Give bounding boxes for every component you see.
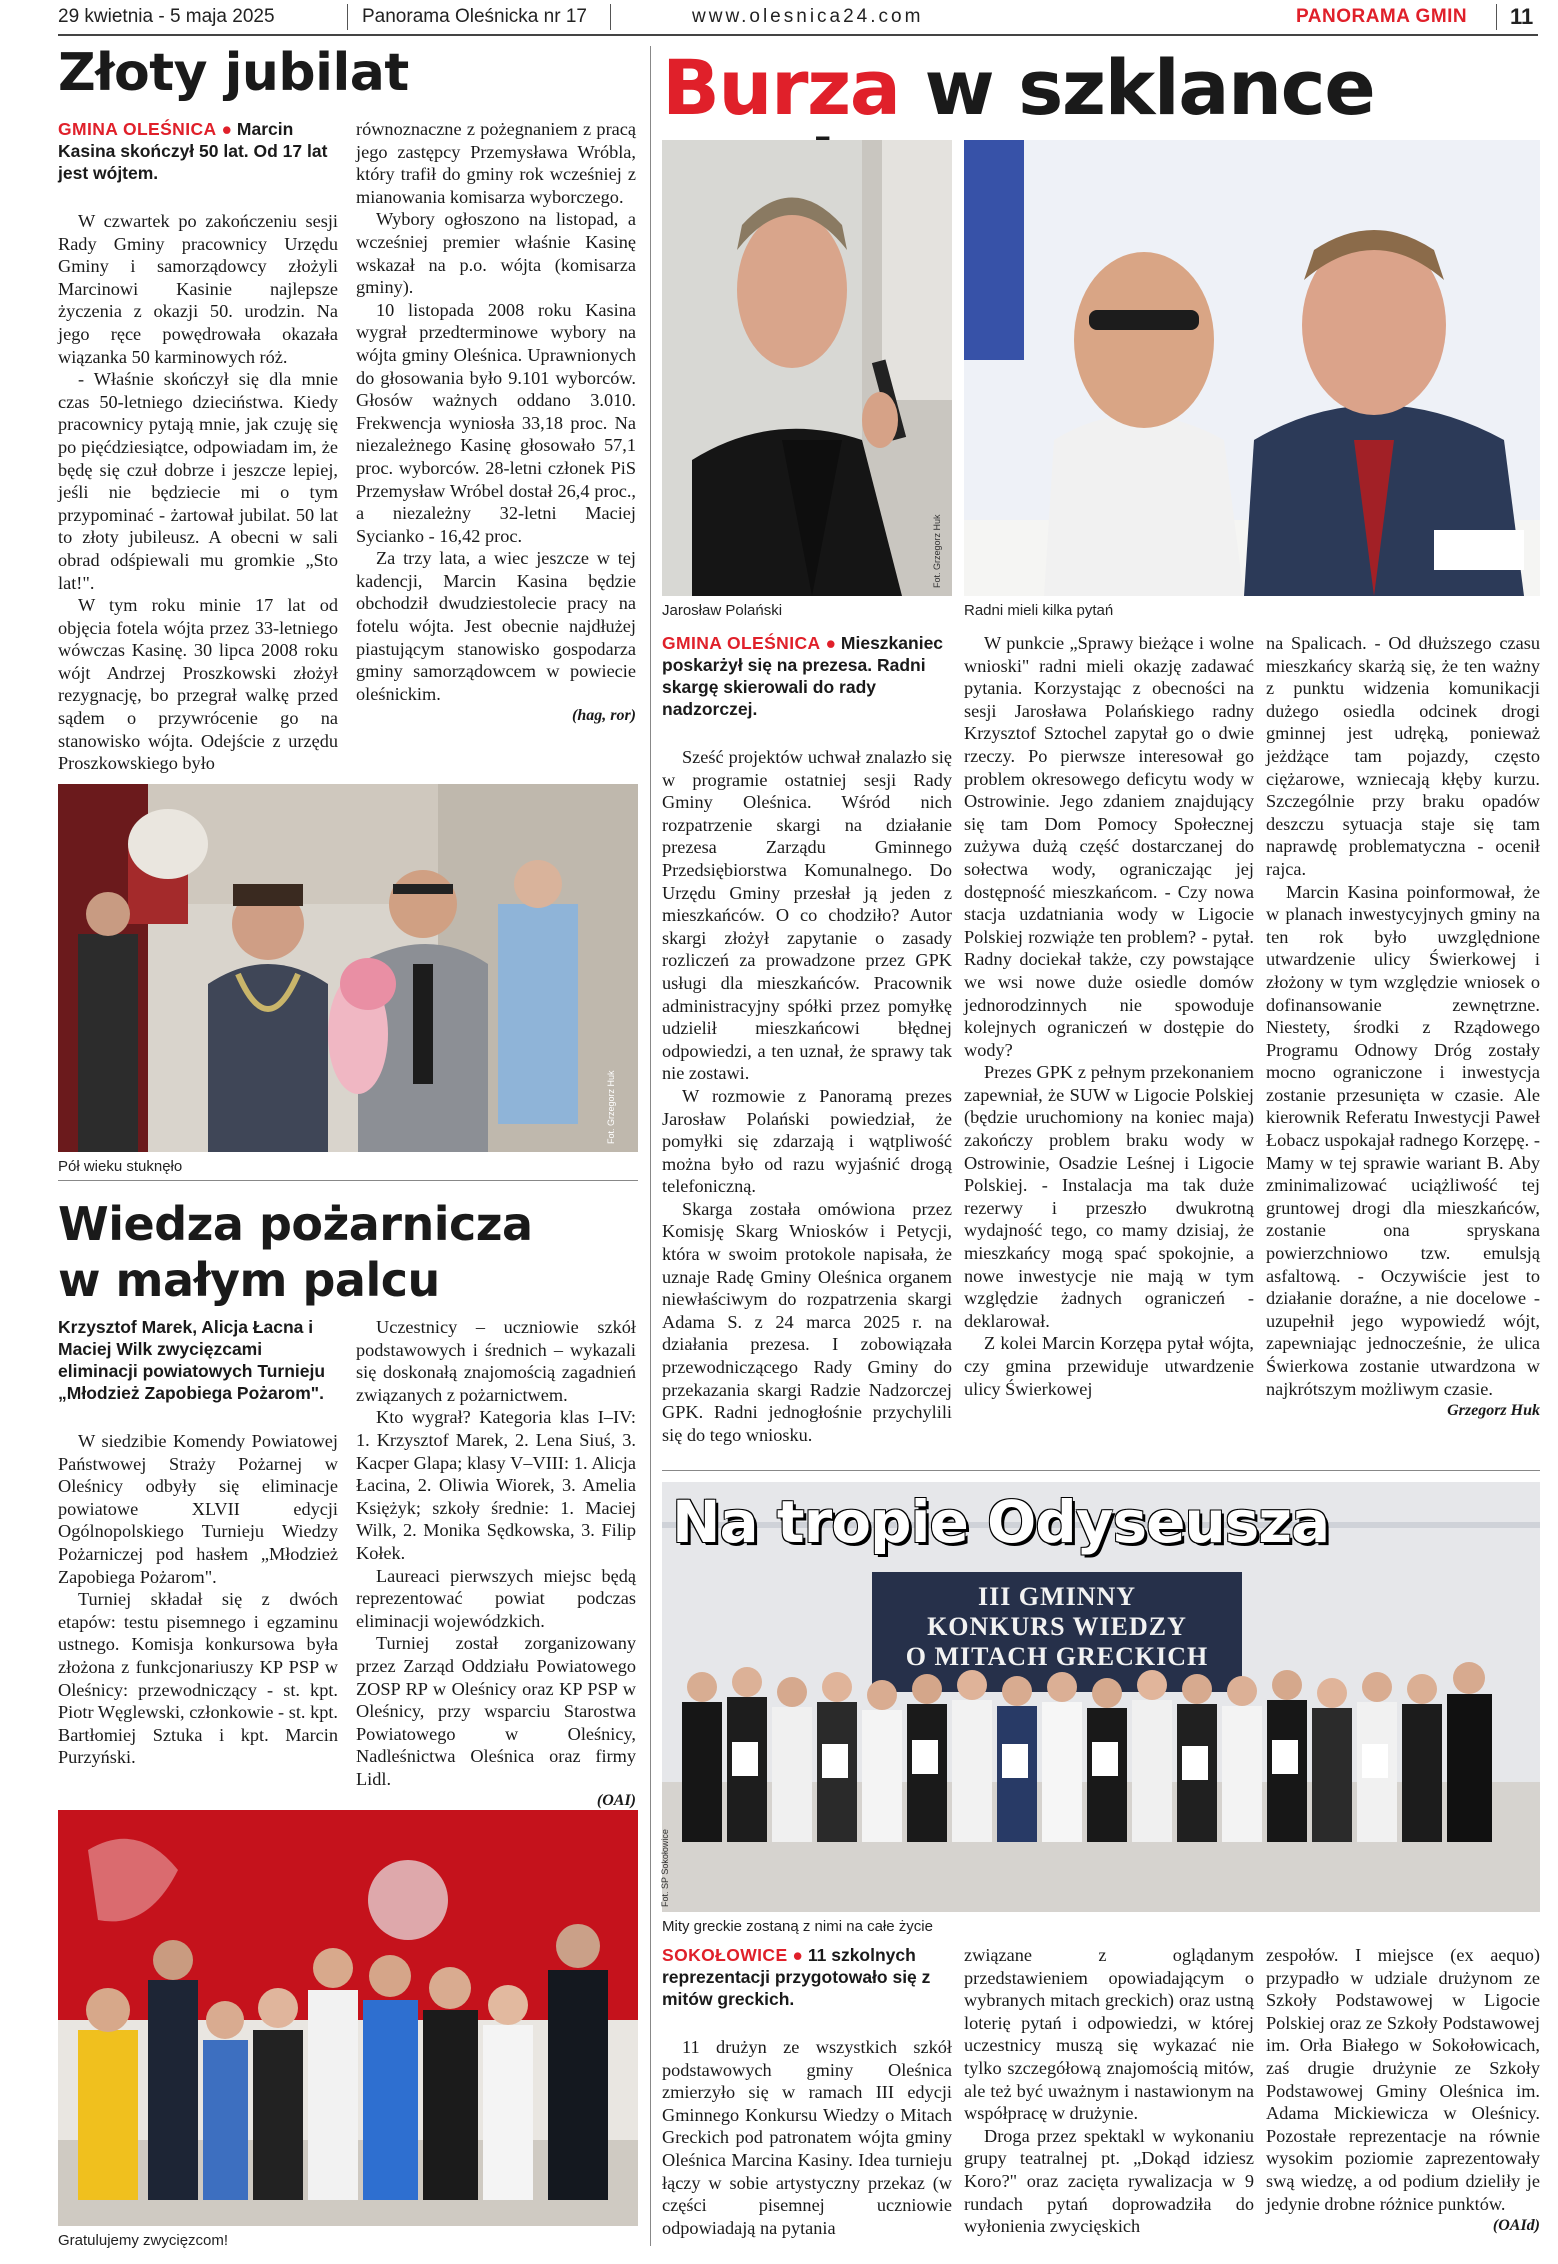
header-divider [610, 4, 611, 30]
photo-radni [964, 140, 1540, 596]
lead-text: Mieszkaniec poskarżył się na prezesa. Radni skargę skierowali do rady nadzorczej. [662, 633, 944, 719]
photo-wiedza-image [58, 1810, 638, 2226]
issue-date: 29 kwietnia - 5 maja 2025 [58, 6, 275, 27]
byline: (OAI) [596, 1792, 636, 1810]
byline: (OAId) [1492, 2217, 1540, 2235]
paragraph: Marcin Kasina poinformował, że w planach inwestycyjnych gminy na ten rok było uwzględnione utwardzenie ulicy Świerkowej i złożony w tym względzie wniosek o dofinansowanie zewnętrzne. Niestety, środki z Rządowego Programu Odnowy Dróg zostały mocno ograniczone i inwestycja zostanie przesunięta w czasie. Ale kierownik Referatu Inwestycji Paweł Łobacz uspokajał radnego Korzępę. - Mamy w tej sprawie wariant B. Aby zminimalizować uciążliwość tej gruntowej drogi dla mieszkańców, zostanie ona spryskana powierzchniowo tzw. emulsją asfaltową. - Oczywiście jest to działanie doraźne, a nie docelowe - uzupełnił jego wypowiedź wójt, zapewniając jednocześnie, że ulica Świerkowa zostanie utwardzona w najkrótszym możliwym czasie. [1266, 881, 1540, 1399]
photo-caption: Mity greckie zostaną z nimi na całe życie [662, 1918, 933, 1935]
article-lead: GMINA OLEŚNICA ● Marcin Kasina skończył 50 lat. Od 17 lat jest wójtem. [58, 119, 328, 183]
article-jubilat-col1 [58, 118, 338, 775]
paragraph: Turniej składał się z dwóch etapów: testu pisemnego i egzaminu ustnego. Komisja konkursowa była złożona z funkcjonariuszy KP PSP w Oleśnicy: przewodniczący - st. kpt. Piotr Węglewski, członkowie - st. kpt. Bartłomiej Sztuka i kpt. Marcin Purzyński. [58, 1589, 338, 1768]
site-url[interactable]: www.olesnica24.com [692, 6, 924, 27]
photo-wiedza [58, 1810, 638, 2226]
section-name: PANORAMA GMIN [1296, 6, 1468, 27]
article-lead: SOKOŁOWICE ● 11 szkolnych reprezentacji przygotowało się z mitów greckich. [662, 1945, 931, 2009]
photo-odyseusz [662, 1482, 1540, 1912]
divider [662, 1470, 1540, 1471]
article-jubilat-col2 [356, 118, 636, 728]
paragraph: Wybory ogłoszono na listopad, a wcześniej premier właśnie Kasinę wskazał na p.o. wójta (komisarza gminy). [356, 209, 636, 298]
paragraph: 10 listopada 2008 roku Kasina wygrał przedterminowe wybory na wójta gminy Oleśnica. Uprawnionych do głosowania było 9.101 wyborców. Głosów ważnych oddano 3.010. Frekwencja wyniosła 33,18 proc. Na niezależnego Kasinę głosowało 57,1 proc. wyborców. 28-letni członek PiS Przemysław Wróbel dostał 26,4 proc., a niezależny 32-letni Maciej Sycianko - 16,42 proc. [356, 299, 636, 546]
paragraph: Laureaci pierwszych miejsc będą reprezentować powiat podczas eliminacji wojewódzkich. [356, 1565, 636, 1631]
photo-polanski-image [662, 140, 952, 596]
paragraph: Prezes GPK z pełnym przekonaniem zapewniał, że SUW w Ligocie Polskiej (będzie uruchomiony na koniec maja) zakończy problem braku wody w Ostrowinie, Osadzie Leśnej i Ligocie Polskiej. - Instalacja ma tak duże rezerwy i przeszło dwukrotną wydajność tego, co mamy dzisiaj, że mieszkańcy mogą spać spokojnie, a nowe inwestycje nie mają w tym względzie żadnych ograniczeń - deklarował. [964, 1062, 1254, 1331]
byline: Grzegorz Huk [1447, 1402, 1540, 1420]
paragraph: - Właśnie skończył się dla mnie czas 50-letniego dzieciństwa. Kiedy pracownicy pytają mnie, jak czuję się po pięćdziesiątce, odpowiadam im, że będę się czuł dobrze i jeszcze lepiej, jeśli nie będziecie mi o tym przypominać - żartował jubilat. 50 lat to złoty jubileusz. A obecni w sali obrad odśpiewali mu gromkie „Sto lat!". [58, 369, 338, 593]
photo-credit: Fot. SP Sokołowice [660, 1829, 670, 1907]
place-tag: GMINA OLEŚNICA [58, 119, 217, 139]
photo-caption: Pół wieku stuknęło [58, 1158, 183, 1175]
page-header [0, 0, 1558, 36]
column-divider [650, 46, 651, 2246]
header-divider [1496, 4, 1497, 30]
title-accent: Burza [662, 43, 900, 132]
paragraph: równoznaczne z pożegnaniem z pracą jego zastępcy Przemysława Wróbla, który trafił do gminy rok wcześniej z mianowania komisarza wyborczego. [356, 119, 636, 207]
paragraph: W punkcie „Sprawy bieżące i wolne wnioski" radni mieli okazję zadawać pytania. Korzystając z obecności na sesji Jarosława Polańskiego radny Krzysztof Sztochel zapytał go o dwie rzeczy. Po pierwsze interesował go problem okresowego deficytu wody w Ostrowinie. Jego zdaniem znajdujący się tam Dom Pomocy Społecznej zużywa dużą część dostarczanej do sołectwa wody, ograniczając jej dostępność mieszkańcom. - Czy nowa stacja uzdatniania wody w Ligocie Polskiej rozwiąże ten problem? - pytał. Radny dociekał także, czy powstające we wsi nowe duże osiedle domów jednorodzinnych nie spowoduje kolejnych ograniczeń w dostępie do wody? [964, 633, 1254, 1060]
article-burza-col2 [964, 632, 1254, 1400]
paragraph: na Spalicach. - Od dłuższego czasu mieszkańcy skarżą się, że ten ważny z punktu widzenia komunikacji dużego osiedla odcinek drogi gminnej jest udręką, ponieważ jeżdżące tam pojazdy, często ciężarowe, wzniecają kłęby kurzu. Szczególnie przy braku opadów deszczu sytuacja staje się tam naprawdę problematyczna - ocenił rajca. [1266, 633, 1540, 879]
banner-title: Na tropie Odyseusza [672, 1488, 1330, 1556]
header-rule [58, 34, 1538, 36]
title-line: Wiedza pożarnicza [58, 1197, 533, 1251]
paragraph: Za trzy lata, a wiec jeszcze w tej kadencji, Marcin Kasina będzie obchodził dwudziestolecie pracy na fotelu wójta. Jest obecnie najdłużej piastującym stanowisko gospodarza gminy samorządowcem w powiecie oleśnickim. [356, 548, 636, 704]
photo-polanski [662, 140, 952, 596]
paragraph: zespołów. I miejsce (ex aequo) przypadło w udziale drużynom ze Szkoły Podstawowej w Ligocie Polskiej oraz ze Szkoły Podstawowej im. Orła Białego w Sokołowicach, zaś drugie drużynie ze Szkoły Podstawowej Gminy Oleśnica im. Adama Mickiewicza w Oleśnicy. Pozostałe reprezentacje na równie wysokim poziomie zaprezentowały swą wiedzę, a od podium dzieliły je jedynie drobne różnice punktów. [1266, 1945, 1540, 2214]
article-odyseusz-col2 [964, 1944, 1254, 2238]
paragraph: Uczestnicy – uczniowie szkół podstawowych i średnich – wykazali się doskonałą znajomością zagadnień związanych z pożarnictwem. [356, 1317, 636, 1405]
issue-number: Panorama Oleśnicka nr 17 [362, 6, 587, 27]
article-burza-col3 [1266, 632, 1540, 1423]
photo-credit: Fot. Grzegorz Huk [606, 1070, 616, 1144]
paragraph: Droga przez spektakl w wykonaniu grupy teatralnej pt. „Dokąd idziesz Koro?" oraz zacięta rywalizacja w 9 rundach pytań doprowadziła do wyłonienia zwycięskich [964, 2125, 1254, 2237]
paragraph: W siedzibie Komendy Powiatowej Państwowej Straży Pożarnej w Oleśnicy odbyły się eliminacje powiatowe XLVII edycji Ogólnopolskiego Turnieju Wiedzy Pożarniczej pod hasłem „Młodzież Zapobiega Pożarom". [58, 1431, 338, 1587]
article-burza-col1 [662, 632, 952, 1446]
photo-radni-image [964, 140, 1540, 596]
paragraph: 11 drużyn ze wszystkich szkół podstawowych gminy Oleśnica zmierzyło się w ramach III edycji Gminnego Konkursu Wiedzy o Mitach Greckich pod patronatem wójta gminy Oleśnica Marcina Kasiny. Idea turnieju łączy w sobie artystyczny przekaz (w części pisemnej uczniowie odpowiadają na pytania [662, 2037, 952, 2238]
place-tag: SOKOŁOWICE [662, 1945, 788, 1965]
divider [58, 1180, 638, 1181]
paragraph: W tym roku minie 17 lat od objęcia fotela wójta przez 33-letniego wówczas Kasinę. 30 lipca 2008 roku wójt Andrzej Proszkowski złożył rezygnację, bo przegrał walkę przed sądem o przywrócenie go na stanowisko wójta. Odejście z urzędu Proszkowskiego było [58, 595, 338, 774]
lead-text: Krzysztof Marek, Alicja Łacna i Maciej Wilk zwycięzcami eliminacji powiatowych Turnieju „Młodzież Zapobiega Pożarom". [58, 1317, 326, 1403]
page-number: 11 [1510, 4, 1534, 29]
paragraph: związane z oglądanym przedstawieniem opowiadającym o wybranych mitach greckich) oraz ustną loterię pytań i odpowiedzi, w której uczestnicy muszą się wykazać nie tylko szczegółową znajomością mitów, ale też być uważnym i nastawionym na współpracę w drużynie. [964, 1945, 1254, 2124]
title-line: w małym palcu [58, 1253, 440, 1307]
photo-caption: Radni mieli kilka pytań [964, 602, 1114, 619]
paragraph: W czwartek po zakończeniu sesji Rady Gminy pracownicy Urzędu Gminy i samorządowcy złożyli Marcinowi Kasinie najlepsze życzenia z okazji 50. urodzin. Na jego ręce powędrowała okazała wiązanka 50 karminowych róż. [58, 211, 338, 367]
photo-caption: Jarosław Polański [662, 602, 783, 619]
article-wiedza-col2 [356, 1316, 636, 1813]
lead-text: Marcin Kasina skończył 50 lat. Od 17 lat jest wójtem. [58, 119, 328, 183]
article-odyseusz-col1 [662, 1944, 952, 2239]
article-lead: GMINA OLEŚNICA ● Mieszkaniec poskarżył się na prezesa. Radni skargę skierowali do rady nadzorczej. [662, 633, 944, 719]
sign-text: KONKURS WIEDZY [927, 1612, 1187, 1641]
paragraph: Sześć projektów uchwał znalazło się w programie ostatniej sesji Rady Gminy Oleśnica. Wśród nich rozpatrzenie skargi na działanie prezesa Zarządu Gminnego Przedsiębiorstwa Komunalnego. Do Urzędu Gminy przesłał ją jeden z mieszkańców. O co chodziło? Autor skargi złożył zapytanie o zasady rozliczeń za prowadzone przez GPK usługi dla mieszkańców. Pracownik administracyjny spółki przez pomyłkę udzielił mieszkańcowi błędnej odpowiedzi, a ten uznał, że sprawy tak nie zostawi. [662, 747, 952, 1084]
paragraph: Kto wygrał? Kategoria klas I–IV: 1. Krzysztof Marek, 2. Lena Siuś, 3. Kacper Glapa; klasy V–VIII: 1. Alicja Łacina, 2. Oliwia Wiorek, 3. Amelia Księżyk; szkoły średnie: 1. Maciej Wilk, 2. Monika Sędkowska, 3. Filip Kołek. [356, 1407, 636, 1563]
article-odyseusz-col3 [1266, 1944, 1540, 2238]
place-tag: GMINA OLEŚNICA [662, 633, 821, 653]
byline: (hag, ror) [571, 707, 636, 725]
photo-jubilat-image [58, 784, 638, 1152]
title-rest: w szklance [924, 43, 1375, 132]
photo-credit: Fot. Grzegorz Huk [932, 514, 942, 588]
lead-text: 11 szkolnych reprezentacji przygotowało się z mitów greckich. [662, 1945, 931, 2009]
header-divider [347, 4, 348, 30]
paragraph: Turniej został zorganizowany przez Zarząd Oddziału Powiatowego ZOSP RP w Oleśnicy oraz KP PSP w Oleśnicy, przy wsparciu Starostwa Powiatowego w Oleśnicy, Nadleśnictwa Oleśnica oraz firmy Lidl. [356, 1633, 636, 1789]
paragraph: W rozmowie z Panoramą prezes Jarosław Polański powiedział, że pomyłki się zdarzają i wątpliwość można było od razu wyjaśnić drogą telefoniczną. [662, 1085, 952, 1197]
paragraph: Skarga została omówiona przez Komisję Skarg Wniosków i Petycji, która w swoim protokole napisała, że uznaje Radę Gminy Oleśnica organem niewłaściwym do rozpatrzenia skargi Adama S. z 24 marca 2025 r. na działania prezesa. I zobowiązała przewodniczącego Rady Gminy do przekazania skargi Radzie Nadzorczej GPK. Radni jednogłośnie przychylili się do tego wniosku. [662, 1198, 952, 1445]
paragraph: Z kolei Marcin Korzępa pytał wójta, czy gmina przewiduje utwardzenie ulicy Świerkowej [964, 1333, 1254, 1399]
photo-caption: Gratulujemy zwycięzcom! [58, 2232, 229, 2249]
article-title-wiedza [58, 1196, 533, 1308]
article-wiedza-col1 [58, 1316, 338, 1769]
sign-text: O MITACH GRECKICH [905, 1642, 1209, 1671]
photo-jubilat [58, 784, 638, 1152]
sign-text: III GMINNY [977, 1582, 1137, 1611]
article-title-jubilat: Złoty jubilat [58, 43, 409, 103]
